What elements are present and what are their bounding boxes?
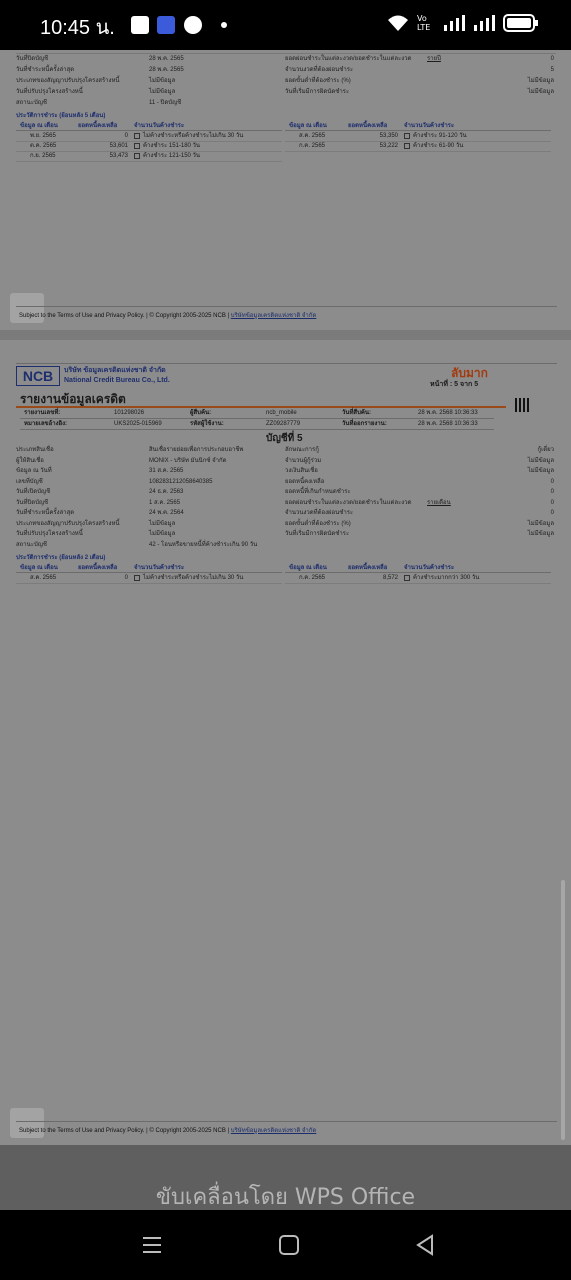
dot-icon bbox=[221, 22, 227, 28]
history-header: ยอดหนี้คงเหลือ bbox=[78, 123, 118, 129]
field-value: ไม่มีข้อมูล bbox=[527, 78, 554, 84]
field-value: 0 bbox=[550, 56, 554, 62]
company-name-th: บริษัท ข้อมูลเครดิตแห่งชาติ จำกัด bbox=[64, 367, 166, 374]
status-box-icon bbox=[134, 575, 140, 581]
field-value: ไม่มีข้อมูล bbox=[149, 78, 176, 84]
field-label: สถานะบัญชี bbox=[16, 541, 47, 548]
field-value: 24 พ.ค. 2564 bbox=[149, 510, 184, 516]
history-status: ค้างชำระ 121-150 วัน bbox=[143, 153, 201, 159]
history-status: ค้างชำระ 151-180 วัน bbox=[143, 143, 201, 149]
history-status: ไม่ค้างชำระหรือค้างชำระไม่เกิน 30 วัน bbox=[143, 575, 244, 581]
field-label: วันที่เริ่มมีการผิดนัดชำระ bbox=[285, 89, 350, 95]
meta-rule bbox=[20, 429, 494, 430]
history-header: ข้อมูล ณ เดือน bbox=[20, 565, 58, 571]
field-label: ยอดหนี้ที่เกินกำหนดชำระ bbox=[285, 489, 351, 495]
field-label: วันที่ปิดบัญชี bbox=[16, 56, 49, 62]
history-header: ข้อมูล ณ เดือน bbox=[289, 565, 327, 571]
page-footer bbox=[19, 310, 316, 320]
field-label: ประเภทของสัญญาปรับปรุงโครงสร้างหนี้ bbox=[16, 520, 120, 527]
report-page-4 bbox=[0, 50, 571, 330]
footer-text: Subject to the Terms of Use and Privacy Policy. | © Copyright 2005-2025 NCB | bbox=[19, 1128, 230, 1134]
field-label: ยอดขั้นต่ำที่ต้องชำระ (%) bbox=[285, 78, 351, 84]
recent-apps-icon[interactable] bbox=[141, 1234, 163, 1256]
field-value: 0 bbox=[550, 489, 554, 495]
field-label: วันที่ปิดบัญชี bbox=[16, 499, 49, 506]
navigation-bar bbox=[0, 1210, 571, 1280]
footer-link[interactable]: บริษัทข้อมูลเครดิตแห่งชาติ จำกัด bbox=[230, 313, 317, 319]
history-rule bbox=[16, 130, 282, 131]
field-label: ข้อมูล ณ วันที่ bbox=[16, 468, 52, 474]
report-page-5 bbox=[0, 340, 571, 1145]
status-box-icon bbox=[134, 143, 140, 149]
field-value: 24 ธ.ค. 2563 bbox=[149, 489, 184, 495]
home-icon[interactable] bbox=[278, 1234, 300, 1256]
account-title: บัญชีที่ 5 bbox=[266, 433, 303, 444]
history-title: ประวัติการชำระ (ย้อนหลัง 5 เดือน) bbox=[16, 113, 106, 119]
field-label: ยอดหนี้คงเหลือ bbox=[285, 478, 325, 485]
field-value: 1082831212058640385 bbox=[149, 478, 213, 485]
history-header: จำนวนวันค้างชำระ bbox=[134, 565, 185, 571]
field-label: จำนวนงวดที่ต้องผ่อนชำระ bbox=[285, 510, 354, 516]
history-rule bbox=[285, 572, 551, 573]
meta-field: รายงานเลขที่: bbox=[24, 410, 61, 416]
history-balance: 8,572 bbox=[382, 575, 398, 581]
field-label: ยอดผ่อนชำระในแต่ละงวด/ยอดชำระในแต่ละงวด bbox=[285, 499, 412, 506]
confidential-label: ลับมาก bbox=[451, 366, 488, 380]
footer-link[interactable]: บริษัทข้อมูลเครดิตแห่งชาติ จำกัด bbox=[230, 1128, 317, 1134]
wifi-icon bbox=[387, 14, 409, 32]
field-label: ลักษณะการกู้ bbox=[285, 447, 319, 453]
history-row-rule bbox=[16, 583, 282, 584]
field-value: 0 bbox=[550, 499, 554, 506]
clock: 10:45 น. bbox=[40, 17, 115, 39]
history-title: ประวัติการชำระ (ย้อนหลัง 2 เดือน) bbox=[16, 555, 106, 561]
history-rule bbox=[285, 130, 551, 131]
history-status: ค้างชำระ 61-90 วัน bbox=[413, 143, 464, 149]
history-header: ข้อมูล ณ เดือน bbox=[20, 123, 58, 129]
history-header: ข้อมูล ณ เดือน bbox=[289, 123, 327, 129]
history-header: จำนวนวันค้างชำระ bbox=[404, 565, 455, 571]
field-label: วันที่เปิดบัญชี bbox=[16, 489, 51, 495]
history-month: ก.ค. 2565 bbox=[299, 143, 325, 149]
history-balance: 53,601 bbox=[109, 143, 128, 149]
field-value: 28 พ.ค. 2565 bbox=[149, 67, 184, 73]
battery-icon bbox=[503, 14, 539, 32]
field-value: ไม่มีข้อมูล bbox=[527, 468, 554, 474]
history-header: จำนวนวันค้างชำระ bbox=[404, 123, 455, 129]
field-label: ประเภทของสัญญาปรับปรุงโครงสร้างหนี้ bbox=[16, 78, 120, 84]
history-row-rule bbox=[285, 583, 551, 584]
footer-text: Subject to the Terms of Use and Privacy Policy. | © Copyright 2005-2025 NCB | bbox=[19, 313, 230, 319]
history-rule bbox=[16, 572, 282, 573]
hotspot-icon bbox=[157, 16, 175, 34]
field-label: วันที่ปรับปรุงโครงสร้างหนี้ bbox=[16, 531, 83, 537]
field-value: MONIX - บริษัท มันนิกซ์ จำกัด bbox=[149, 457, 227, 464]
meta-rule bbox=[20, 418, 494, 419]
field-value: สินเชื่อรายย่อยเพื่อการประกอบอาชีพ bbox=[149, 447, 244, 453]
volte-icon: Vo LTE bbox=[417, 14, 431, 32]
status-box-icon bbox=[404, 575, 410, 581]
field-value: 5 bbox=[550, 67, 554, 73]
company-name-en: National Credit Bureau Co., Ltd. bbox=[64, 377, 170, 384]
field-value: 31 ส.ค. 2565 bbox=[149, 468, 184, 474]
field-value: 28 พ.ค. 2565 bbox=[149, 56, 184, 62]
scrollbar[interactable] bbox=[561, 880, 565, 1140]
back-icon[interactable] bbox=[414, 1234, 436, 1256]
field-label: วงเงินสินเชื่อ bbox=[285, 468, 318, 474]
field-label: จำนวนผู้กู้ร่วม bbox=[285, 457, 322, 464]
field-label: ยอดขั้นต่ำที่ต้องชำระ (%) bbox=[285, 520, 351, 527]
status-box-icon bbox=[404, 143, 410, 149]
meta-field: 28 พ.ค. 2568 10:36:33 bbox=[418, 410, 478, 416]
document-viewer[interactable] bbox=[0, 50, 571, 1145]
history-balance: 0 bbox=[124, 575, 128, 581]
history-month: ก.ย. 2565 bbox=[30, 153, 56, 159]
field-value: 0 bbox=[550, 478, 554, 485]
meta-field: 101298026 bbox=[114, 410, 145, 416]
qr-code-icon bbox=[515, 398, 529, 412]
history-balance: 53,222 bbox=[379, 143, 398, 149]
history-month: ส.ค. 2565 bbox=[30, 575, 57, 581]
history-header: ยอดหนี้คงเหลือ bbox=[348, 123, 388, 129]
field-link: รายเดือน bbox=[427, 499, 451, 506]
meta-field: 28 พ.ค. 2568 10:36:33 bbox=[418, 421, 478, 427]
field-label: เลขที่บัญชี bbox=[16, 478, 43, 485]
meta-field: หมายเลขอ้างอิง: bbox=[24, 421, 68, 427]
history-header: ยอดหนี้คงเหลือ bbox=[348, 565, 388, 571]
meta-field: รหัสผู้ใช้งาน: bbox=[190, 421, 224, 427]
field-value: ไม่มีข้อมูล bbox=[527, 89, 554, 95]
history-row-rule bbox=[16, 161, 282, 162]
meta-field: วันที่ออกรายงาน: bbox=[342, 421, 387, 427]
header-top-rule bbox=[16, 363, 557, 364]
history-status: ค้างชำระ 91-120 วัน bbox=[413, 133, 467, 139]
history-status: ไม่ค้างชำระหรือค้างชำระไม่เกิน 30 วัน bbox=[143, 133, 244, 139]
page-footer bbox=[19, 1125, 316, 1135]
footer-divider bbox=[16, 1121, 557, 1122]
history-balance: 53,473 bbox=[109, 153, 128, 159]
history-month: พ.ย. 2565 bbox=[30, 133, 56, 139]
status-box-icon bbox=[134, 133, 140, 139]
field-label: สถานะบัญชี bbox=[16, 100, 47, 106]
field-value: ไม่มีข้อมูล bbox=[149, 520, 176, 527]
footer-divider bbox=[16, 306, 557, 307]
field-label: จำนวนงวดที่ต้องผ่อนชำระ bbox=[285, 67, 354, 73]
signal-icon bbox=[443, 15, 465, 31]
meta-field: UKS2025-015969 bbox=[114, 421, 162, 427]
field-value: 1 ส.ค. 2565 bbox=[149, 499, 181, 506]
field-value: ไม่มีข้อมูล bbox=[149, 531, 176, 537]
history-header: ยอดหนี้คงเหลือ bbox=[78, 565, 118, 571]
field-value: ไม่มีข้อมูล bbox=[527, 531, 554, 537]
facebook-icon bbox=[131, 16, 149, 34]
field-label: ผู้ให้สินเชื่อ bbox=[16, 457, 44, 464]
field-label: ประเภทสินเชื่อ bbox=[16, 447, 54, 453]
field-value: ไม่มีข้อมูล bbox=[527, 520, 554, 527]
field-value: ไม่มีข้อมูล bbox=[527, 457, 554, 464]
history-month: ก.ค. 2565 bbox=[299, 575, 325, 581]
field-label: วันที่เริ่มมีการผิดนัดชำระ bbox=[285, 531, 350, 537]
meta-field: ZZ09287779 bbox=[266, 421, 301, 427]
field-label: วันที่ปรับปรุงโครงสร้างหนี้ bbox=[16, 89, 83, 95]
field-label: วันที่ชำระหนี้ครั้งล่าสุด bbox=[16, 67, 75, 73]
status-bar bbox=[0, 0, 571, 50]
field-value: กู้เดี่ยว bbox=[537, 447, 554, 453]
history-balance: 53,350 bbox=[379, 133, 398, 139]
field-label: วันที่ชำระหนี้ครั้งล่าสุด bbox=[16, 510, 75, 516]
history-header: จำนวนวันค้างชำระ bbox=[134, 123, 185, 129]
line-icon bbox=[184, 16, 202, 34]
field-label: ยอดผ่อนชำระในแต่ละงวด/ยอดชำระในแต่ละงวด bbox=[285, 56, 412, 62]
meta-field: ncb_mobile bbox=[266, 410, 297, 416]
field-value: 42 - โอนหรือขายหนี้ที่ค้างชำระเกิน 90 วัน bbox=[149, 541, 258, 548]
wps-watermark: ขับเคลื่อนโดย WPS Office bbox=[0, 1145, 571, 1210]
meta-field: วันที่สืบค้น: bbox=[342, 410, 372, 416]
report-title: รายงานข้อมูลเครดิต bbox=[20, 392, 126, 406]
history-month: ส.ค. 2565 bbox=[299, 133, 326, 139]
title-rule bbox=[16, 406, 506, 408]
cropped-row bbox=[16, 47, 556, 54]
status-box-icon bbox=[134, 153, 140, 159]
page-number: หน้าที่ : 5 จาก 5 bbox=[430, 381, 479, 388]
history-row-rule bbox=[285, 151, 551, 152]
history-month: ต.ค. 2565 bbox=[30, 143, 57, 149]
field-value: ไม่มีข้อมูล bbox=[149, 89, 176, 95]
history-balance: 0 bbox=[124, 133, 128, 139]
status-box-icon bbox=[404, 133, 410, 139]
history-status: ค้างชำระมากกว่า 300 วัน bbox=[413, 575, 480, 581]
signal-icon-2 bbox=[473, 15, 495, 31]
field-link: รายปี bbox=[427, 56, 441, 62]
ncb-logo: NCB bbox=[16, 366, 60, 386]
meta-field: ผู้สืบค้น: bbox=[190, 410, 212, 416]
field-value: 0 bbox=[550, 510, 554, 516]
field-value: 11 - ปิดบัญชี bbox=[149, 100, 182, 106]
